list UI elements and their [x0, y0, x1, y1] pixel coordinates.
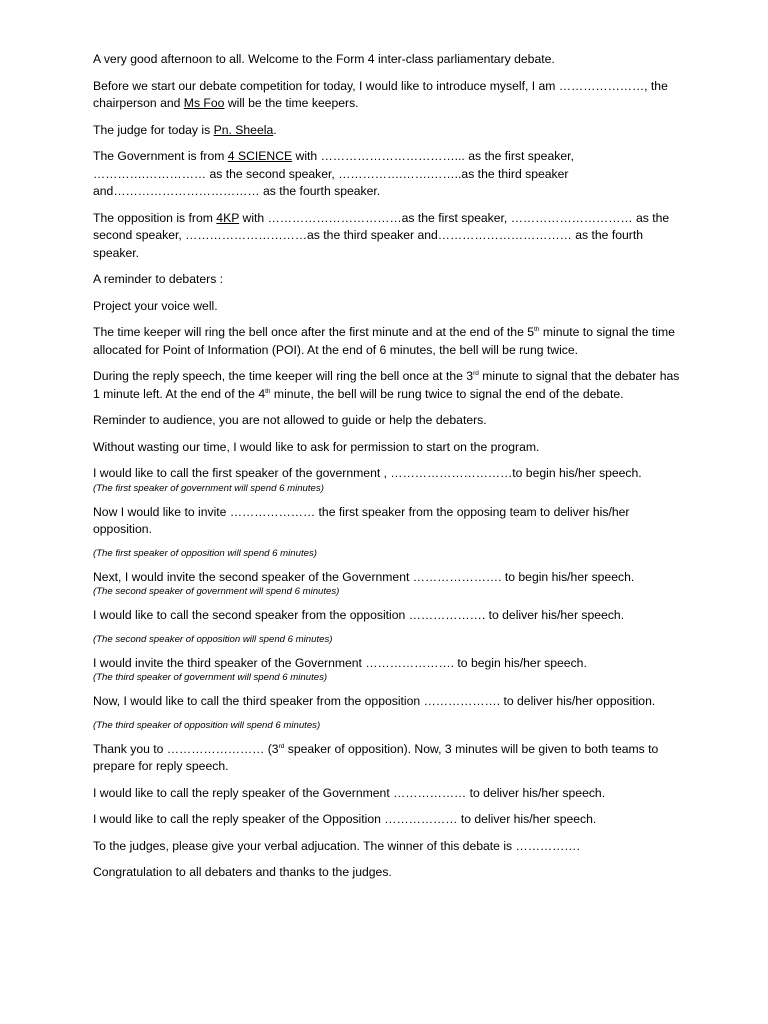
- call-opp-1: Now I would like to invite ………………… the first speaker from the opposing team to deliver his/her opposition.: [93, 504, 630, 536]
- call-gov-1: I would like to call the first speaker of the government , …………………………to begin his/her speech.: [93, 466, 642, 480]
- thanks-sup: rd: [278, 742, 285, 750]
- reply-sup-1: rd: [473, 370, 479, 377]
- thanks-paragraph: [93, 741, 683, 776]
- reply-gov-paragraph: I would like to call the reply speaker of the Government ……………… to deliver his/her speech.: [93, 785, 606, 800]
- judge-text-1: The judge for today is: [93, 122, 214, 137]
- judge-paragraph: [93, 122, 683, 140]
- intro-text-2: will be the time keepers.: [224, 96, 359, 110]
- note-opp-3: (The third speaker of opposition will spend 6 minutes): [93, 719, 321, 731]
- timekeeper-paragraph: [93, 324, 683, 359]
- timekeeper-text-1: The time keeper will ring the bell once after the first minute and at the end of the 5: [93, 325, 535, 339]
- call-opp-3: Now, I would like to call the third speaker from the opposition ………………. to deliver his/her opposition.: [93, 694, 656, 708]
- reply-text-1: During the reply speech, the time keeper will ring the bell once at the 3: [93, 369, 474, 383]
- thanks-text-2: speaker of opposition). Now, 3 minutes will be given to both teams to prepare for reply speech.: [93, 741, 659, 773]
- opposition-team: 4KP: [216, 210, 240, 225]
- debate-script: [93, 51, 683, 882]
- opposition-text-1: The opposition is from: [93, 210, 217, 225]
- judge-name: Pn. Sheela: [213, 122, 274, 137]
- note-opp-1: (The first speaker of opposition will spend 6 minutes): [93, 547, 317, 559]
- judge-text-2: .: [273, 122, 277, 137]
- reply-text-2: minute to signal that the debater has 1 minute left. At the end of the 4: [93, 369, 680, 401]
- call-gov-2: Next, I would invite the second speaker of the Government …………………. to begin his/her speech.: [93, 569, 635, 584]
- note-gov-3: (The third speaker of government will spend 6 minutes): [93, 672, 328, 683]
- government-text-1: The Government is from: [93, 149, 228, 163]
- government-paragraph: [93, 148, 683, 201]
- reply-rules-paragraph: [93, 368, 683, 403]
- thanks-text-1: Thank you to …………………… (3: [93, 741, 279, 756]
- reminder-heading: A reminder to debaters :: [93, 272, 224, 286]
- audience-paragraph: Reminder to audience, you are not allowed to guide or help the debaters.: [93, 413, 487, 427]
- intro-text-1: Before we start our debate competition for today, I would like to introduce myself, I am …………………, the chairperson and: [93, 78, 668, 110]
- call-opp-2: I would like to call the second speaker from the opposition ………………. to deliver his/her speech.: [93, 608, 625, 622]
- project-voice-paragraph: Project your voice well.: [93, 298, 218, 313]
- note-gov-2: (The second speaker of government will spend 6 minutes): [93, 586, 340, 597]
- verdict-paragraph: To the judges, please give your verbal adjucation. The winner of this debate is …………….: [93, 838, 580, 853]
- permission-paragraph: Without wasting our time, I would like to ask for permission to start on the program.: [93, 439, 540, 454]
- note-opp-2: (The second speaker of opposition will spend 6 minutes): [93, 633, 333, 645]
- opposition-paragraph: [93, 210, 683, 263]
- greeting-paragraph: A very good afternoon to all. Welcome to the Form 4 inter-class parliamentary debate.: [93, 52, 555, 66]
- opposition-text-2: with ……………………………as the first speaker, ………………………… as the second speaker, …………………………as the third speaker and…………………………… as the fourth speaker.: [93, 210, 670, 260]
- reply-text-3: minute, the bell will be rung twice to signal the end of the debate.: [270, 386, 624, 401]
- government-text-2: with ……………………………... as the first speaker, ………….…………… as the second speaker, …………….…….……..as the third speaker and……………………………… as the fourth speaker.: [93, 149, 574, 198]
- note-gov-1: (The first speaker of government will spend 6 minutes): [93, 482, 324, 494]
- reply-opp-paragraph: I would like to call the reply speaker of the Opposition ……………… to deliver his/her speech.: [93, 812, 597, 826]
- government-team: 4 SCIENCE: [227, 149, 293, 163]
- timekeeper-text-2: minute to signal the time allocated for Point of Information (POI). At the end of 6 minutes, the bell will be rung twice.: [93, 325, 675, 357]
- call-gov-3: I would invite the third speaker of the Government …………………. to begin his/her speech.: [93, 655, 587, 670]
- closing-paragraph: Congratulation to all debaters and thanks to the judges.: [93, 865, 392, 879]
- reply-sup-2: th: [265, 387, 271, 395]
- timekeeper-name: Ms Foo: [183, 96, 225, 110]
- intro-paragraph: [93, 78, 683, 113]
- timekeeper-sup: th: [534, 326, 540, 333]
